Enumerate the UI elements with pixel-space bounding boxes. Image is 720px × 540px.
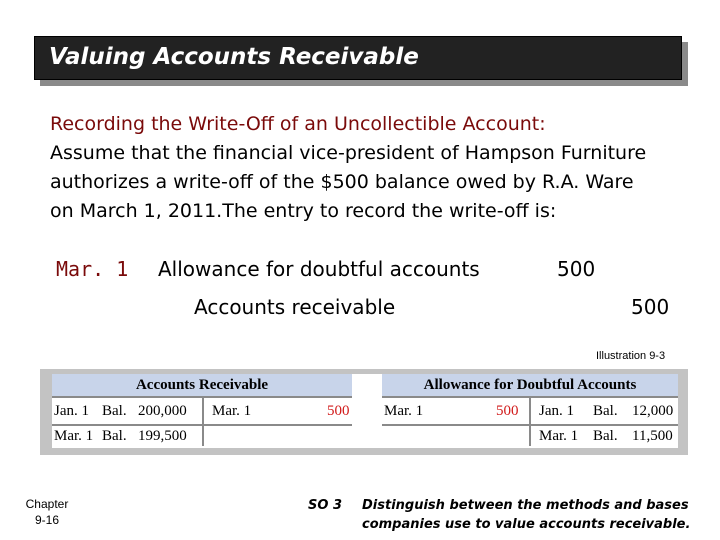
- t-account-divider: [202, 396, 204, 446]
- entry-date: Mar. 1: [56, 257, 129, 281]
- ar-row1-credit-date: Mar. 1: [212, 403, 252, 419]
- allow-row1-credit-date: Jan. 1: [539, 403, 574, 419]
- allow-row1-debit-amount: 500: [496, 403, 519, 419]
- study-objective-line: companies use to value accounts receivable.: [362, 517, 691, 532]
- paragraph-heading: Recording the Write-Off of an Uncollectible Account:: [50, 113, 546, 135]
- ar-row2-debit-label: Bal.: [102, 428, 127, 444]
- allow-row1-debit-date: Mar. 1: [384, 403, 424, 419]
- chapter-label: Chapter: [25, 497, 69, 511]
- paragraph-line: Assume that the financial vice-president of Hampson Furniture: [50, 142, 647, 164]
- ar-row1-credit-amount: 500: [327, 403, 350, 419]
- entry-debit-amount: 500: [557, 257, 596, 281]
- entry-debit-account: Allowance for doubtful accounts: [158, 257, 480, 281]
- allow-row2-credit-amount: 11,500: [632, 428, 673, 444]
- t-accounts-panel: [52, 374, 678, 448]
- allow-row1-credit-label: Bal.: [593, 403, 618, 419]
- illustration-label: Illustration 9-3: [596, 350, 666, 362]
- slide-title: Valuing Accounts Receivable: [49, 44, 419, 70]
- ar-row2-debit-date: Mar. 1: [54, 428, 94, 444]
- chapter-page: 9-16: [34, 513, 60, 527]
- t-account-title-allowance: Allowance for Doubtful Accounts: [382, 374, 678, 396]
- ar-row1-debit-amount: 200,000: [138, 403, 187, 419]
- title-banner: [34, 36, 682, 80]
- allow-row1-credit-amount: 12,000: [632, 403, 674, 419]
- chapter-reference: [22, 496, 72, 528]
- ar-row1-debit-date: Jan. 1: [54, 403, 89, 419]
- paragraph-line: on March 1, 2011.The entry to record the write-off is:: [50, 200, 557, 222]
- t-account-title-receivable: Accounts Receivable: [52, 374, 352, 396]
- allow-row2-credit-date: Mar. 1: [539, 428, 579, 444]
- study-objective-line: Distinguish between the methods and bases: [362, 498, 689, 513]
- allow-row2-credit-label: Bal.: [593, 428, 618, 444]
- t-account-divider: [529, 396, 531, 446]
- ar-row1-debit-label: Bal.: [102, 403, 127, 419]
- body-paragraph: [50, 110, 710, 226]
- study-objective-tag: SO 3: [308, 498, 342, 513]
- entry-credit-amount: 500: [631, 295, 670, 319]
- t-accounts-figure: [40, 369, 688, 455]
- paragraph-line: authorizes a write-off of the $500 balance owed by R.A. Ware: [50, 171, 634, 193]
- entry-credit-account: Accounts receivable: [194, 295, 396, 319]
- ar-row2-debit-amount: 199,500: [138, 428, 187, 444]
